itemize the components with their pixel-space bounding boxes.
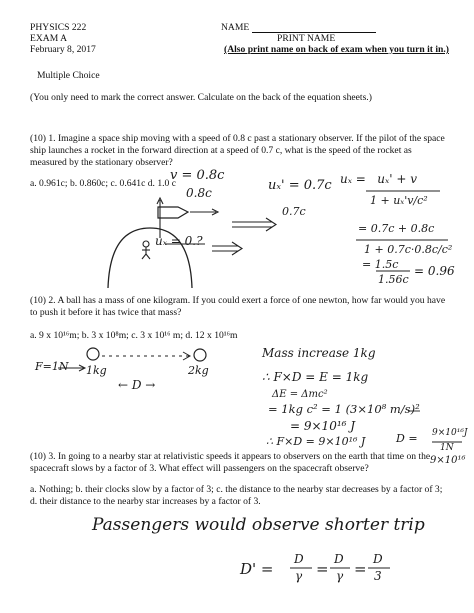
exam-version: EXAM A: [30, 33, 68, 44]
hw-mass-increase: Mass increase 1kg: [262, 346, 376, 360]
hw-step2-denominator: 1.56c: [378, 273, 409, 286]
hw-q3-frac1-num: D: [294, 552, 304, 566]
hw-work: ∴ F×D = E = 1kg: [262, 370, 369, 384]
print-name-note: (Also print name on back of exam when you turn it in.): [224, 44, 449, 55]
question-3-choices: a. Nothing; b. their clocks slow by a factor of 3; c. the distance to the nearby star decreases by a factor of 3; d. their distance to the nearby star increases by a factor of 3.: [30, 484, 443, 507]
hw-force: F=1N: [35, 360, 69, 373]
name-label: NAME: [221, 22, 250, 33]
hw-d-eq: D =: [396, 432, 418, 445]
course-title: PHYSICS 222: [30, 22, 87, 33]
hw-step1-denominator: 1 + 0.7c·0.8c/c²: [364, 243, 453, 256]
hw-q3-frac2-num: D: [334, 552, 344, 566]
hw-calc1: = 1kg c² = 1 (3×10⁸ m/s)²: [268, 402, 420, 416]
hw-result: ∴ F×D = 9×10¹⁶ J: [266, 435, 366, 448]
hw-q1-answer: = 0.96: [414, 264, 455, 278]
print-name-label: PRINT NAME: [277, 33, 336, 44]
hw-q3-eq1: =: [316, 560, 329, 578]
spaceship-icon: [158, 207, 188, 218]
hw-q3-dprime: D' =: [240, 560, 274, 578]
hw-q3-frac2-den: γ: [336, 569, 344, 583]
hw-d-denominator: 1N: [440, 443, 454, 453]
hw-v-value: 0.8c: [186, 186, 212, 200]
observer-figure-icon: [142, 241, 150, 259]
hw-ux-numerator: uₓ = uₓ' + v: [340, 172, 418, 186]
hw-q3-note: Passengers would observe shorter trip: [92, 515, 425, 535]
hw-d-numerator: 9×10¹⁶J: [432, 428, 468, 438]
instructions: (You only need to mark the correct answer. Calculate on the back of the equation sheets.): [30, 92, 372, 103]
question-3-stem: (10) 3. In going to a nearby star at relativistic speeds it appears to observers on the earth that time on the spacecraft slows by a factor of 3. What effect will passengers on the spacecraft observe?: [30, 451, 431, 474]
exam-date: February 8, 2017: [30, 44, 96, 55]
section-title: Multiple Choice: [37, 70, 100, 81]
hw-calc2: = 9×10¹⁶ J: [290, 419, 356, 433]
question-1-stem: (10) 1. Imagine a space ship moving with a speed of 0.8 c past a stationary observer. If the pilot of the space ship launches a rocket in the forward direction at a speed of 0.7 c, what is the speed of the rocket as measured by the stationary observer?: [30, 133, 445, 168]
hw-d-value: 9×10¹⁶: [430, 455, 466, 466]
hw-mass1: 1kg: [86, 364, 107, 377]
hw-v-label: v = 0.8c: [170, 168, 225, 183]
question-2-choices: a. 9 x 10¹⁶m; b. 3 x 10⁸m; c. 3 x 10¹⁶ m; d. 12 x 10¹⁶m: [30, 330, 238, 341]
hw-mass2: 2kg: [188, 364, 209, 377]
question-2-stem: (10) 2. A ball has a mass of one kilogram. If you could exert a force of one newton, how far would you have to push it before it has twice that mass?: [30, 295, 446, 318]
hw-ux-unknown: uₓ = 0.?: [155, 234, 203, 248]
hw-step2-numerator: = 1.5c: [362, 258, 399, 271]
hw-ux-denominator: 1 + uₓ'v/c²: [370, 194, 428, 207]
hw-q3-eq2: =: [354, 560, 367, 578]
hw-ux-prime: uₓ' = 0.7c: [268, 178, 332, 193]
question-1-choices: a. 0.961c; b. 0.860c; c. 0.641c d. 1.0 c: [30, 178, 177, 189]
hw-q3-frac3-num: D: [373, 552, 383, 566]
hw-q3-frac3-den: 3: [374, 569, 382, 583]
hw-emc2: ΔE = Δmc²: [272, 389, 328, 400]
hw-q3-frac1-den: γ: [295, 569, 303, 583]
hw-distance: ← D →: [118, 378, 156, 392]
hw-step1-numerator: = 0.7c + 0.8c: [358, 222, 435, 235]
hw-rocket-speed: 0.7c: [282, 205, 306, 218]
